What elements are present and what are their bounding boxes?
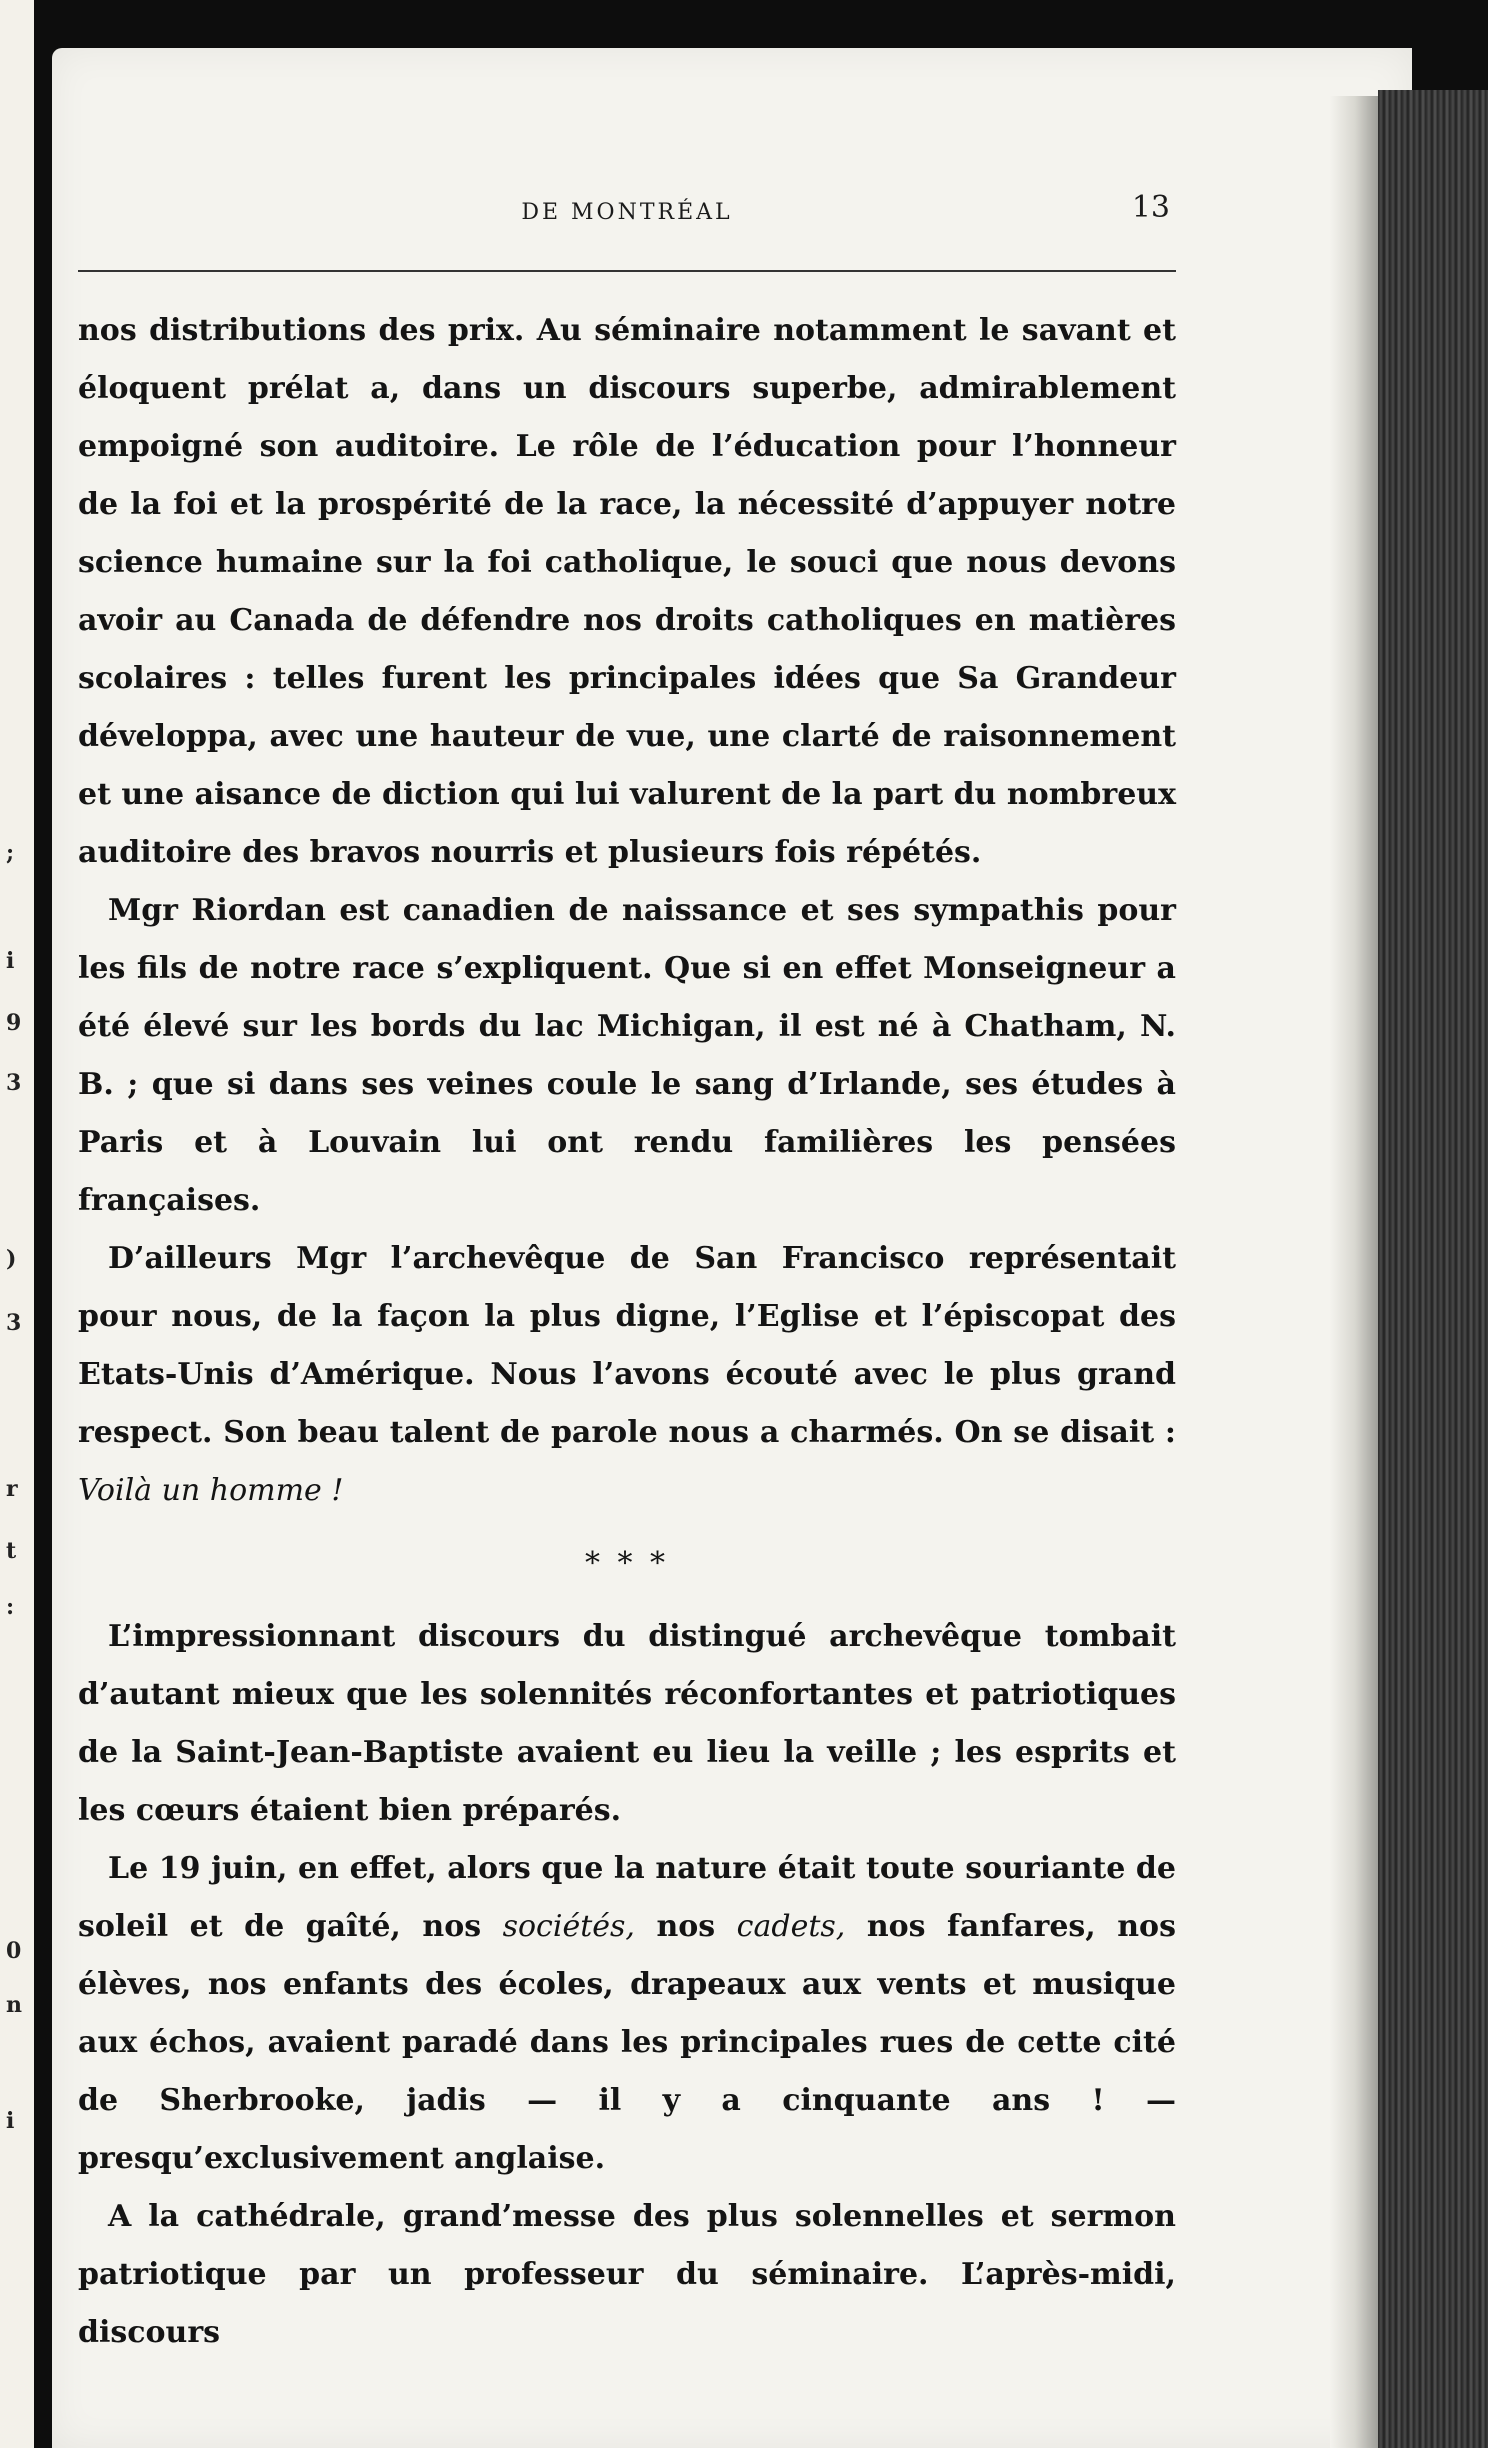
italic-exclamation: Voilà un homme ! xyxy=(78,1473,344,1508)
header-rule xyxy=(78,270,1176,272)
paragraph: L’impressionnant discours du distingué archevêque tombait d’autant mieux que les solennités réconfortantes et patriotiques de la Saint-Jean-Baptiste avaient eu lieu la veille ; les esprits et les cœurs étaient bien préparés. xyxy=(78,1619,1176,1828)
margin-mark: t xyxy=(6,1538,17,1564)
running-head: DE MONTRÉAL xyxy=(521,200,733,225)
page-curl-shadow xyxy=(1330,96,1380,2448)
page-number: 13 xyxy=(1131,190,1170,225)
paragraph: nos distributions des prix. Au séminaire notamment le savant et éloquent prélat a, dans un discours superbe, admirablement empoigné son auditoire. Le rôle de l’éducation pour l’honneur de la foi et la prospérité de la race, la nécessité d’appuyer notre science humaine sur la foi catholique, le souci que nous devons avoir au Canada de défendre nos droits catholiques en matières scolaires : telles furent les principales idées que Sa Grandeur développa, avec une hauteur de vue, une clarté de raisonnement et une aisance de diction qui lui valurent de la part du nombreux auditoire des bravos nourris et plusieurs fois répétés. xyxy=(78,313,1176,870)
margin-mark: r xyxy=(6,1476,18,1502)
margin-mark: i xyxy=(6,2108,15,2134)
paragraph xyxy=(78,1230,1176,1520)
paragraph-text: nos xyxy=(656,1909,716,1944)
margin-mark: 3 xyxy=(6,1310,22,1336)
paragraph-text: nos fanfares, nos élèves, nos enfants des écoles, drapeaux aux vents et musique aux échos, avaient paradé dans les principales rues de cette cité de Sherbrooke, jadis — il y a cinquante ans ! — presqu’exclusivement anglaise. xyxy=(78,1909,1176,2176)
paragraph: Mgr Riordan est canadien de naissance et ses sympathis pour les fils de notre race s’expliquent. Que si en effet Monseigneur a été élevé sur les bords du lac Michigan, il est né à Chatham, N. B. ; que si dans ses veines coule le sang d’Irlande, ses études à Paris et à Louvain lui ont rendu familières les pensées françaises. xyxy=(78,893,1176,1218)
book-page-edges xyxy=(1378,90,1488,2448)
margin-mark: n xyxy=(6,1992,22,2018)
margin-mark: ) xyxy=(6,1246,17,1272)
margin-mark: ; xyxy=(6,840,15,866)
page-body xyxy=(78,302,1176,2362)
margin-mark: i xyxy=(6,948,15,974)
paragraph-text: D’ailleurs Mgr l’archevêque de San Francisco représentait pour nous, de la façon la plus digne, l’Eglise et l’épiscopat des Etats-Unis d’Amérique. Nous l’avons écouté avec le plus grand respect. Son beau talent de parole nous a charmés. On se disait : xyxy=(78,1241,1176,1450)
margin-mark: : xyxy=(6,1594,15,1620)
paragraph: A la cathédrale, grand’messe des plus solennelles et sermon patriotique par un professeur du séminaire. L’après-midi, discours xyxy=(78,2199,1176,2350)
margin-mark: 9 xyxy=(6,1010,22,1036)
margin-mark: 3 xyxy=(6,1070,22,1096)
adjacent-page-strip xyxy=(0,0,34,2448)
page-header xyxy=(78,190,1176,240)
asterism-divider: * * * xyxy=(584,1546,670,1581)
italic-word: cadets, xyxy=(736,1909,846,1944)
paragraph-text: Le 19 juin, en effet, alors que la nature était toute souriante de soleil et de gaîté, nos xyxy=(78,1851,1176,1944)
margin-mark: 0 xyxy=(6,1938,22,1964)
paragraph xyxy=(78,1840,1176,2188)
italic-word: sociétés, xyxy=(502,1909,635,1944)
